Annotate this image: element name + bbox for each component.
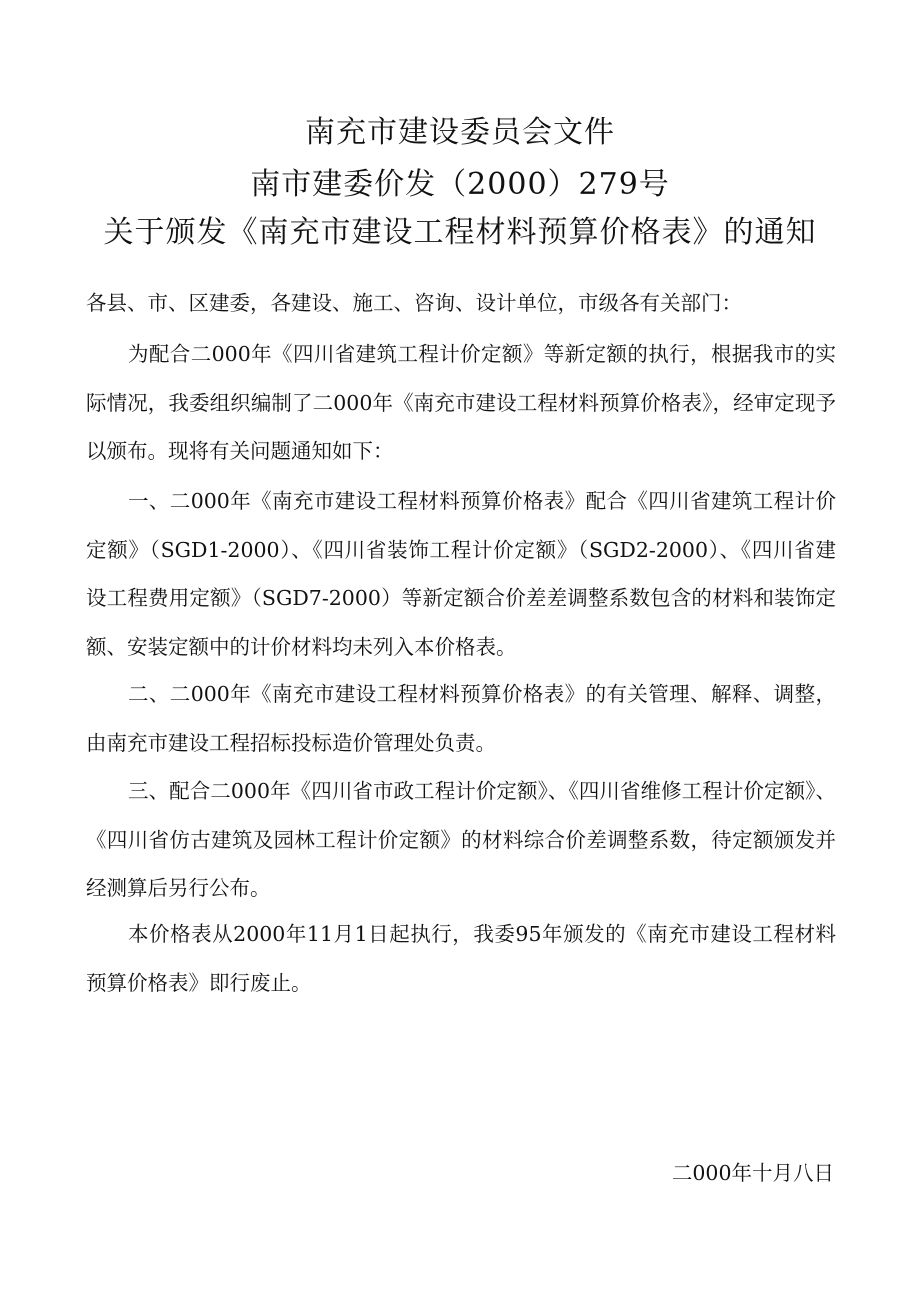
paragraph-item-2: 二、二000年《南充市建设工程材料预算价格表》的有关管理、解释、调整，由南充市建设工程招标投标造价管理处负责。 (86, 682, 836, 755)
signature-date: 二000年十月八日 (671, 1161, 834, 1185)
notice-title: 关于颁发《南充市建设工程材料预算价格表》的通知 (103, 215, 817, 250)
paragraph-intro: 为配合二000年《四川省建筑工程计价定额》等新定额的执行，根据我市的实际情况，我委组织编制了二000年《南充市建设工程材料预算价格表》，经审定现予以颁布。现将有关问题通知如下： (86, 342, 836, 463)
paragraph-item-3: 三、配合二000年《四川省市政工程计价定额》、《四川省维修工程计价定额》、《四川省仿古建筑及园林工程计价定额》的材料综合价差调整系数，待定额颁发并经测算后另行公布。 (86, 779, 836, 900)
paragraph-effective-date: 本价格表从2000年11月1日起执行，我委95年颁发的《南充市建设工程材料预算价格表》即行废止。 (86, 922, 836, 995)
paragraph-item-1: 一、二000年《南充市建设工程材料预算价格表》配合《四川省建筑工程计价定额》（SGD1-2000）、《四川省装饰工程计价定额》（SGD2-2000）、《四川省建设工程费用定额》（SGD7-2000）等新定额合价差差调整系数包含的材料和装饰定额、安装定额中的计价材料均未列入本价格表。 (86, 489, 836, 659)
document-number: 南市建委价发（2000）279号 (250, 167, 670, 202)
salutation: 各县、市、区建委，各建设、施工、咨询、设计单位，市级各有关部门： (86, 291, 742, 315)
issuer-title: 南充市建设委员会文件 (305, 115, 615, 150)
